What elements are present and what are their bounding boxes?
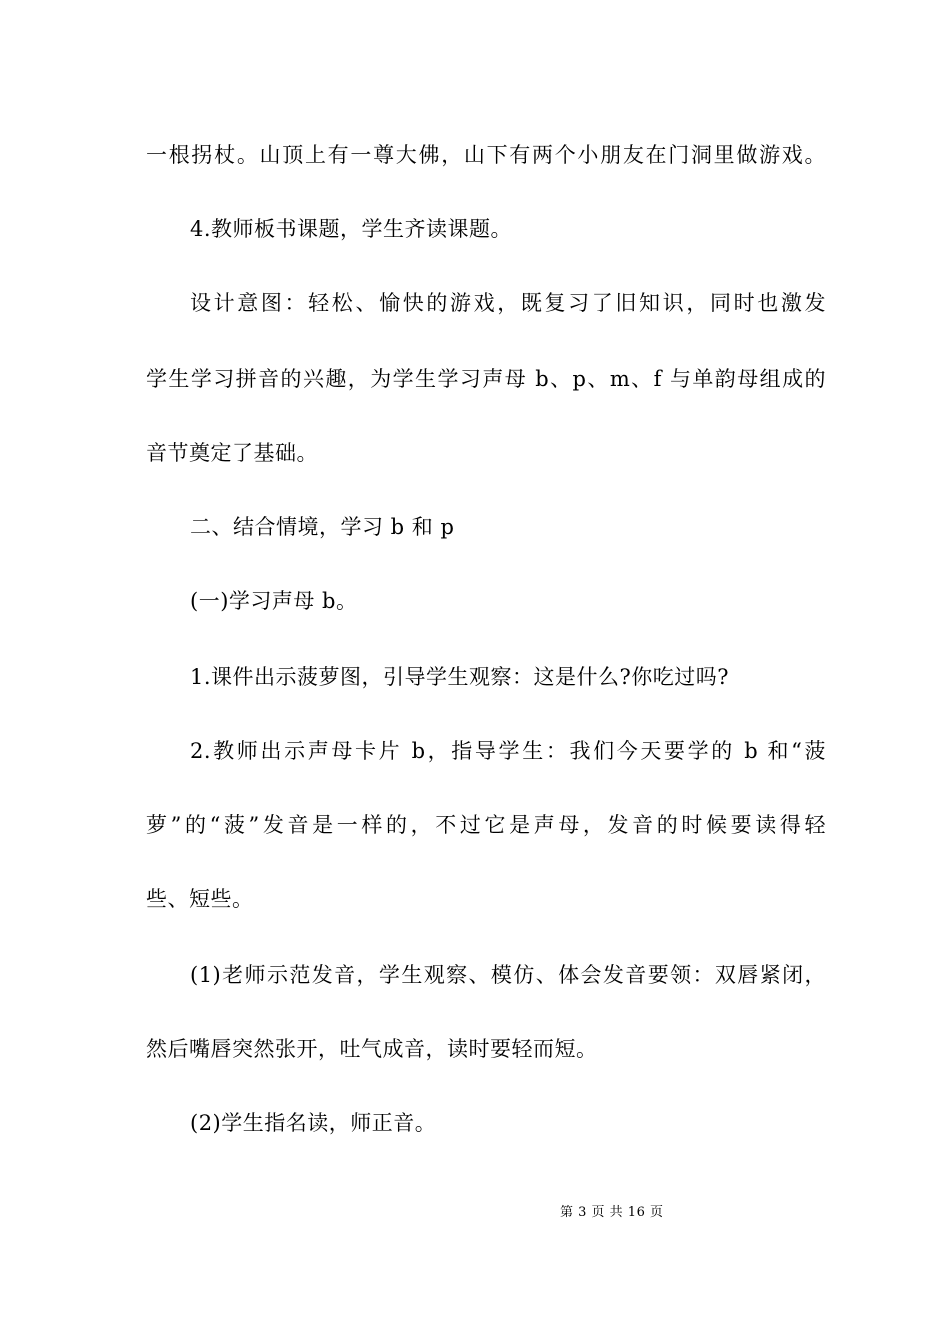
section-heading: 二、结合情境，学习 b 和 p xyxy=(190,515,455,539)
body-text-line: 然后嘴唇突然张开，吐气成音，读时要轻而短。 xyxy=(146,1037,598,1061)
body-text-line: 音节奠定了基础。 xyxy=(146,441,318,465)
body-text-line: 些、短些。 xyxy=(146,887,254,911)
body-text-line: 学生学习拼音的兴趣，为学生学习声母 b、p、m、f 与单韵母组成的 xyxy=(146,367,826,391)
body-text-line: 萝”的“菠”发音是一样的，不过它是声母，发音的时候要读得轻 xyxy=(146,813,826,837)
body-text-line: 1.课件出示菠萝图，引导学生观察：这是什么?你吃过吗? xyxy=(190,665,730,689)
body-text-line: (2)学生指名读，师正音。 xyxy=(190,1111,437,1135)
page-number-footer: 第 3 页 共 16 页 xyxy=(560,1205,664,1220)
body-text-line: 一根拐杖。山顶上有一尊大佛，山下有两个小朋友在门洞里做游戏。 xyxy=(146,143,826,167)
body-text-line: 2.教师出示声母卡片 b，指导学生：我们今天要学的 b 和“菠 xyxy=(190,739,826,763)
subsection-heading: (一)学习声母 b。 xyxy=(190,589,358,613)
body-text-line: 4.教师板书课题，学生齐读课题。 xyxy=(190,217,513,241)
body-text-line: 设计意图：轻松、愉快的游戏，既复习了旧知识，同时也激发 xyxy=(190,291,826,315)
body-text-line: (1)老师示范发音，学生观察、模仿、体会发音要领：双唇紧闭， xyxy=(190,963,826,987)
